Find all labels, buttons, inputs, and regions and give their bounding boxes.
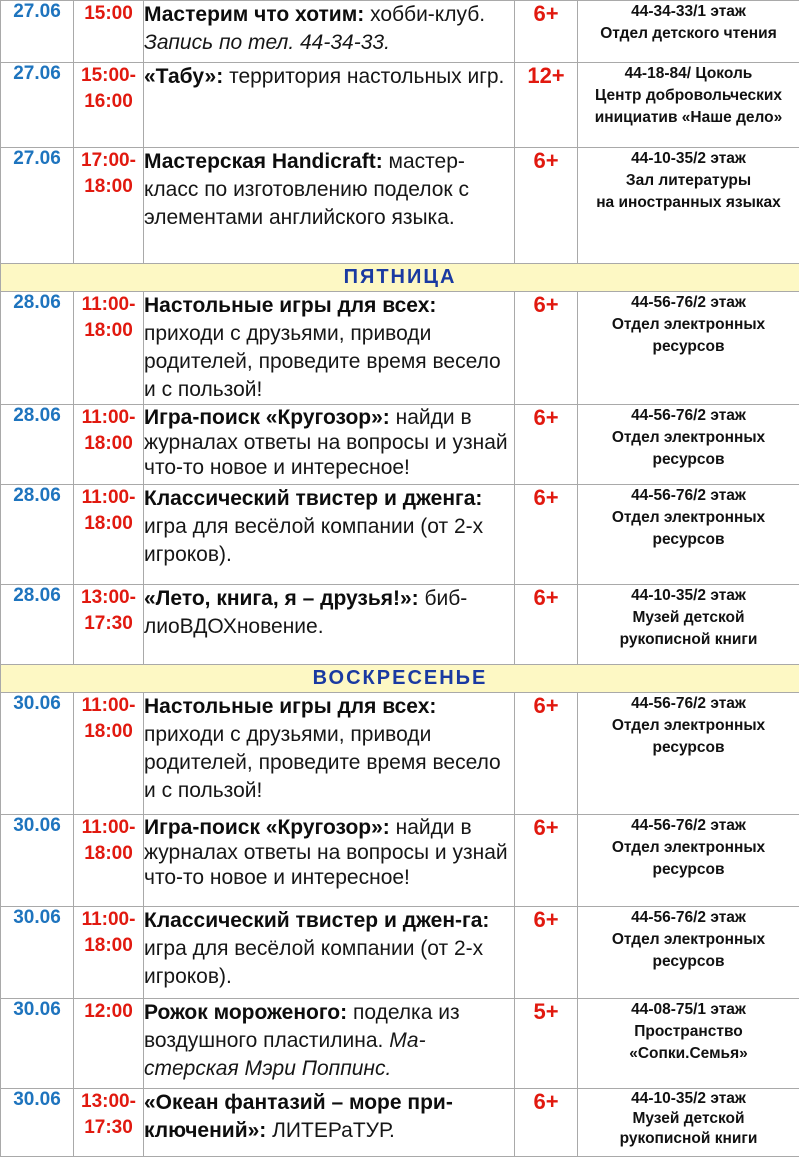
event-title: Мастерим что хотим: (144, 3, 365, 26)
event-description (144, 693, 515, 815)
event-text: поделка из воздушного пластилина. (144, 1001, 460, 1052)
event-text: найди в журналах ответы на вопросы и узнай что-то новое и интересное! (144, 406, 508, 479)
event-time: 11:00-18:00 (74, 405, 144, 485)
location-department: ресурсов (652, 531, 725, 548)
location-department: ресурсов (652, 338, 725, 355)
event-location (578, 405, 799, 485)
table-row (1, 585, 799, 665)
age-rating: 6+ (515, 292, 578, 405)
location-phone-floor: 44-56-76/2 этаж (631, 487, 746, 504)
location-phone-floor: 44-10-35/2 этаж (631, 1090, 746, 1107)
event-description (144, 292, 515, 405)
age-rating: 6+ (515, 693, 578, 815)
location-department: Музей детской (632, 609, 745, 626)
event-date: 28.06 (1, 292, 74, 405)
location-department: Отдел электронных (611, 931, 766, 948)
event-title: Игра-поиск «Кругозор»: (144, 406, 390, 429)
event-date: 27.06 (1, 1, 74, 63)
event-location (578, 815, 799, 907)
event-description (144, 1, 515, 63)
event-time: 15:00 (74, 1, 144, 63)
table-row (1, 148, 799, 264)
day-header (1, 264, 799, 292)
location-department: Отдел электронных (611, 429, 766, 446)
event-date: 30.06 (1, 1089, 74, 1157)
location-department: Отдел электронных (611, 717, 766, 734)
event-text: мастер-класс по изготовлению поделок с элементами английского языка. (144, 150, 469, 229)
event-date: 27.06 (1, 148, 74, 264)
event-text: приходи с друзьями, приводи родителей, проведите время весело и с пользой! (144, 723, 501, 802)
location-phone-floor: 44-56-76/2 этаж (631, 407, 746, 424)
event-description (144, 148, 515, 264)
event-note: Ма-стерская Мэри Поппинс. (144, 1029, 426, 1080)
event-location (578, 907, 799, 999)
location-phone-floor: 44-56-76/2 этаж (631, 294, 746, 311)
table-row (1, 63, 799, 148)
location-department: ресурсов (652, 861, 725, 878)
event-text: игра для весёлой компании (от 2-х игроков). (144, 937, 484, 988)
event-time: 15:00-16:00 (74, 63, 144, 148)
event-date: 30.06 (1, 907, 74, 999)
event-time: 11:00-18:00 (74, 815, 144, 907)
age-rating: 5+ (515, 999, 578, 1089)
location-department: «Сопки.Семья» (629, 1045, 748, 1062)
age-rating: 6+ (515, 815, 578, 907)
day-header (1, 665, 799, 693)
event-time: 11:00-18:00 (74, 292, 144, 405)
age-rating: 6+ (515, 485, 578, 585)
location-phone-floor: 44-18-84/ Цоколь (624, 65, 753, 82)
location-phone-floor: 44-56-76/2 этаж (631, 695, 746, 712)
event-time: 12:00 (74, 999, 144, 1089)
event-text: биб-лиоВДОХновение. (144, 587, 468, 638)
event-description (144, 907, 515, 999)
table-row (1, 907, 799, 999)
table-row (1, 485, 799, 585)
location-department: рукописной книги (619, 631, 758, 648)
location-phone-floor: 44-56-76/2 этаж (631, 817, 746, 834)
event-location (578, 292, 799, 405)
location-department: Центр добровольческих (594, 87, 783, 104)
event-text: игра для весёлой компании (от 2-х игроков). (144, 515, 484, 566)
age-rating: 12+ (515, 63, 578, 148)
event-time: 11:00-18:00 (74, 485, 144, 585)
event-location (578, 485, 799, 585)
event-title: Игра-поиск «Кругозор»: (144, 816, 390, 839)
table-row (1, 1089, 799, 1157)
event-location (578, 693, 799, 815)
event-note: Запись по тел. 44-34-33. (144, 31, 390, 54)
event-date: 30.06 (1, 999, 74, 1089)
table-row (1, 693, 799, 815)
event-description (144, 585, 515, 665)
event-date: 30.06 (1, 815, 74, 907)
event-time: 13:00-17:30 (74, 585, 144, 665)
event-text: найди в журналах ответы на вопросы и узнай что-то новое и интересное! (144, 816, 508, 889)
event-text: приходи с друзьями, приводи родителей, проведите время весело и с пользой! (144, 322, 501, 401)
event-time: 11:00-18:00 (74, 907, 144, 999)
event-location (578, 1089, 799, 1157)
location-department: инициатив «Наше дело» (594, 109, 783, 126)
location-department: ресурсов (652, 953, 725, 970)
event-time: 11:00-18:00 (74, 693, 144, 815)
table-row (1, 1, 799, 63)
location-department: Отдел электронных (611, 316, 766, 333)
event-text: территория настольных игр. (223, 65, 505, 88)
event-time: 17:00-18:00 (74, 148, 144, 264)
event-description (144, 1089, 515, 1157)
age-rating: 6+ (515, 148, 578, 264)
location-department: рукописной книги (619, 1130, 758, 1147)
event-title: Рожок мороженого: (144, 1001, 348, 1024)
event-title: Настольные игры для всех: (144, 294, 437, 317)
event-text: ЛИТЕРаТУР. (266, 1119, 395, 1142)
event-date: 28.06 (1, 405, 74, 485)
location-department: на иностранных языках (596, 194, 781, 211)
location-department: Пространство (634, 1023, 743, 1040)
event-location (578, 1, 799, 63)
location-phone-floor: 44-10-35/2 этаж (631, 150, 746, 167)
event-date: 27.06 (1, 63, 74, 148)
table-row (1, 815, 799, 907)
event-title: «Океан фантазий – море при-ключений»: (144, 1091, 453, 1142)
age-rating: 6+ (515, 405, 578, 485)
location-phone-floor: 44-08-75/1 этаж (631, 1001, 746, 1018)
location-department: Музей детской (632, 1110, 745, 1127)
event-location (578, 585, 799, 665)
location-phone-floor: 44-10-35/2 этаж (631, 587, 746, 604)
age-rating: 6+ (515, 585, 578, 665)
event-description (144, 405, 515, 485)
location-department: Отдел электронных (611, 509, 766, 526)
age-rating: 6+ (515, 1, 578, 63)
table-row (1, 292, 799, 405)
age-rating: 6+ (515, 1089, 578, 1157)
event-description (144, 485, 515, 585)
event-location (578, 148, 799, 264)
location-department: ресурсов (652, 451, 725, 468)
location-department: Отдел электронных (611, 839, 766, 856)
age-rating: 6+ (515, 907, 578, 999)
day-header-label: ПЯТНИЦА (1, 264, 799, 292)
event-title: Мастерская Handicraft: (144, 150, 383, 173)
event-description (144, 999, 515, 1089)
location-department: ресурсов (652, 739, 725, 756)
event-title: «Табу»: (144, 65, 224, 88)
event-title: Настольные игры для всех: (144, 695, 437, 718)
event-location (578, 999, 799, 1089)
location-phone-floor: 44-56-76/2 этаж (631, 909, 746, 926)
event-title: «Лето, книга, я – друзья!»: (144, 587, 419, 610)
location-phone-floor: 44-34-33/1 этаж (631, 3, 746, 20)
event-text: хобби-клуб. (364, 3, 486, 26)
event-date: 30.06 (1, 693, 74, 815)
event-description (144, 63, 515, 148)
table-row (1, 999, 799, 1089)
day-header-label: ВОСКРЕСЕНЬЕ (1, 665, 799, 693)
event-date: 28.06 (1, 485, 74, 585)
location-department: Зал литературы (625, 172, 752, 189)
table-row (1, 405, 799, 485)
event-time: 13:00-17:30 (74, 1089, 144, 1157)
event-title: Классический твистер и дженга: (144, 487, 483, 510)
event-location (578, 63, 799, 148)
event-description (144, 815, 515, 907)
event-date: 28.06 (1, 585, 74, 665)
location-department: Отдел детского чтения (600, 25, 777, 42)
event-title: Классический твистер и джен-га: (144, 909, 490, 932)
